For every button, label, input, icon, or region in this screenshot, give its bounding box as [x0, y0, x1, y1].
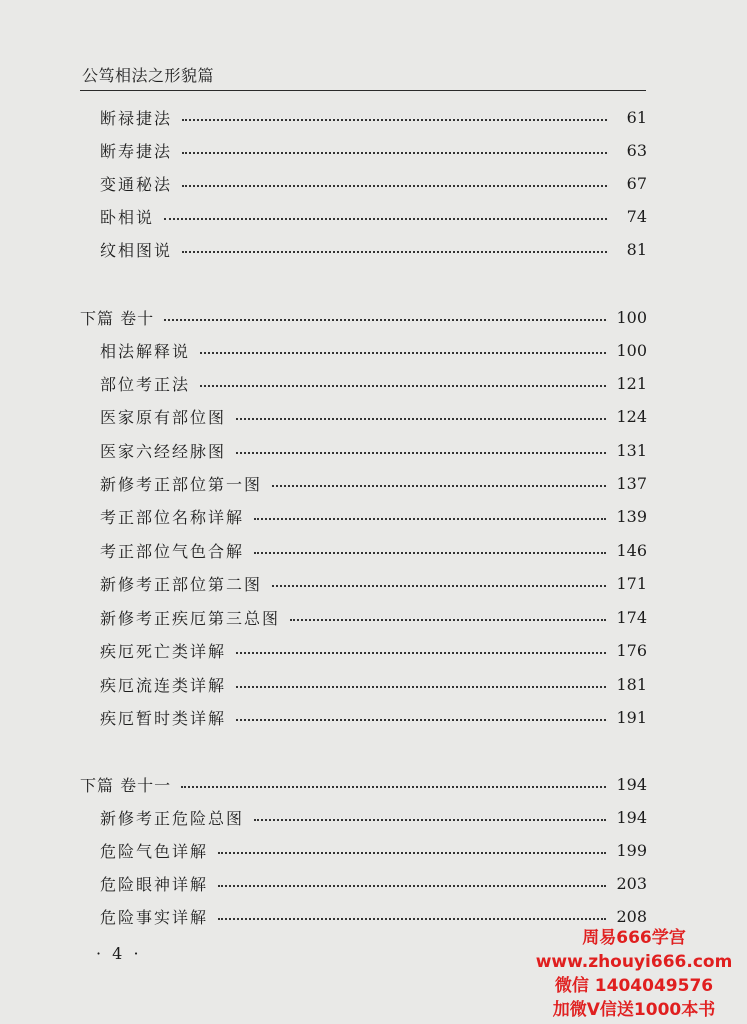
toc-entry — [0, 701, 747, 734]
dot-leader — [236, 452, 606, 454]
toc-entry-title: 卧相说 — [100, 208, 155, 227]
toc-section-heading — [0, 301, 747, 334]
dot-leader — [236, 719, 606, 721]
toc-section-heading — [0, 768, 747, 801]
toc-entry — [0, 867, 747, 900]
toc-entry-title: 疾厄死亡类详解 — [100, 642, 227, 661]
toc-entry — [0, 233, 747, 266]
dot-leader — [254, 819, 606, 821]
toc-entry-title: 危险气色详解 — [100, 842, 209, 861]
toc-page-number: 124 — [616, 407, 647, 426]
toc-page-number: 74 — [626, 207, 647, 226]
toc-page-number: 100 — [616, 341, 647, 360]
toc-entry-title: 相法解释说 — [100, 342, 191, 361]
dot-leader — [236, 418, 606, 420]
toc-entry — [0, 134, 747, 167]
toc-entry — [0, 400, 747, 433]
dot-leader — [254, 552, 606, 554]
toc-entry — [0, 101, 747, 134]
toc-page-number: 194 — [616, 775, 647, 794]
toc-entry-title: 下篇 卷十一 — [80, 776, 172, 795]
toc-entry-title: 部位考正法 — [100, 375, 191, 394]
toc-page-number: 100 — [616, 308, 647, 327]
toc-entry — [0, 668, 747, 701]
toc-entry-title: 疾厄暂时类详解 — [100, 709, 227, 728]
toc-entry — [0, 334, 747, 367]
toc-entry-title: 新修考正疾厄第三总图 — [100, 609, 281, 628]
dot-leader — [181, 786, 606, 788]
dot-leader — [290, 619, 606, 621]
dot-leader — [254, 518, 606, 520]
toc-entry-title: 断寿捷法 — [100, 142, 173, 161]
toc-page-number: 208 — [616, 907, 647, 926]
dot-leader — [272, 585, 606, 587]
toc-entry-title: 下篇 卷十 — [80, 309, 155, 328]
toc-page-number: 121 — [616, 374, 647, 393]
dot-leader — [164, 218, 607, 220]
toc-page-number: 174 — [616, 608, 647, 627]
toc-page-number: 171 — [616, 574, 647, 593]
toc-entry-title: 变通秘法 — [100, 175, 173, 194]
dot-leader — [272, 485, 606, 487]
header-rule — [80, 90, 646, 91]
toc-entry-title: 纹相图说 — [100, 241, 173, 260]
dot-leader — [182, 119, 607, 121]
toc-entry — [0, 167, 747, 200]
toc-page-number: 203 — [616, 874, 647, 893]
dot-leader — [218, 885, 606, 887]
toc-entry — [0, 434, 747, 467]
toc-page-number: 176 — [616, 641, 647, 660]
dot-leader — [236, 686, 606, 688]
toc-page-number: 131 — [616, 441, 647, 460]
dot-leader — [182, 251, 607, 253]
toc-page-number: 191 — [616, 708, 647, 727]
dot-leader — [200, 385, 606, 387]
toc-page-number: 181 — [616, 675, 647, 694]
toc-entry-title: 医家原有部位图 — [100, 408, 227, 427]
toc-page-number: 63 — [626, 141, 647, 160]
toc-page-number: 61 — [626, 108, 647, 127]
dot-leader — [182, 152, 607, 154]
toc-entry — [0, 801, 747, 834]
toc-page-number: 199 — [616, 841, 647, 860]
watermark-line-4: 加微V信送1000本书 — [552, 1000, 716, 1020]
toc-entry-title: 医家六经经脉图 — [100, 442, 227, 461]
watermark — [529, 926, 739, 1022]
dot-leader — [164, 319, 606, 321]
watermark-line-2: www.zhouyi666.com — [535, 952, 733, 972]
dot-leader — [200, 352, 606, 354]
dot-leader — [218, 852, 606, 854]
toc-page-number: 194 — [616, 808, 647, 827]
toc-page-number: 81 — [626, 240, 647, 259]
toc-entry-title: 新修考正部位第一图 — [100, 475, 263, 494]
toc-entry-title: 危险眼神详解 — [100, 875, 209, 894]
page-number: · 4 · — [96, 944, 142, 963]
toc-page-number: 67 — [626, 174, 647, 193]
dot-leader — [218, 918, 606, 920]
toc-page-number: 146 — [616, 541, 647, 560]
toc-entry — [0, 467, 747, 500]
toc-entry-title: 危险事实详解 — [100, 908, 209, 927]
dot-leader — [182, 185, 607, 187]
running-header-title: 公笃相法之形貌篇 — [82, 66, 215, 85]
toc-page-number: 137 — [616, 474, 647, 493]
toc-entry — [0, 500, 747, 533]
toc-entry-title: 断禄捷法 — [100, 109, 173, 128]
toc-entry — [0, 567, 747, 600]
toc-entry — [0, 367, 747, 400]
dot-leader — [236, 652, 606, 654]
watermark-line-1: 周易666学宫 — [582, 928, 686, 948]
toc-entry-title: 新修考正部位第二图 — [100, 575, 263, 594]
toc-entry — [0, 601, 747, 634]
toc-entry — [0, 200, 747, 233]
watermark-line-3: 微信 1404049576 — [554, 976, 714, 996]
toc-entry-title: 新修考正危险总图 — [100, 809, 245, 828]
toc-page-number: 139 — [616, 507, 647, 526]
toc-entry — [0, 534, 747, 567]
toc-entry-title: 疾厄流连类详解 — [100, 676, 227, 695]
toc-entry-title: 考正部位气色合解 — [100, 542, 245, 561]
toc-entry — [0, 634, 747, 667]
toc-entry — [0, 834, 747, 867]
toc-entry-title: 考正部位名称详解 — [100, 508, 245, 527]
